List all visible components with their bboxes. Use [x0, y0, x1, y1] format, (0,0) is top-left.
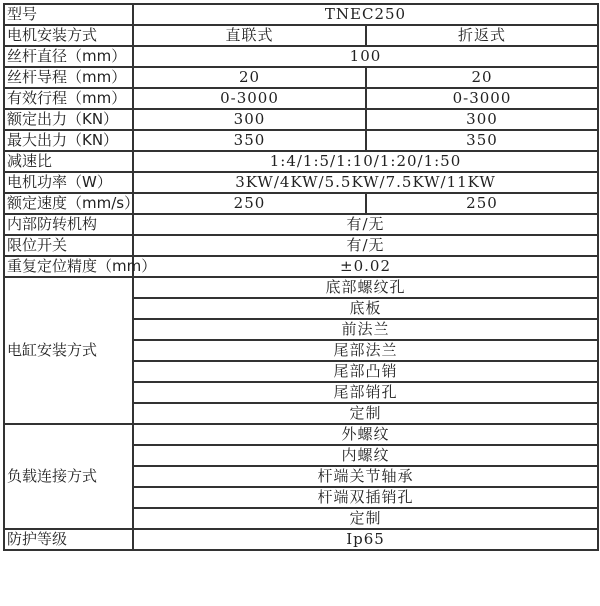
table-row: [4, 193, 598, 214]
table-row: [4, 4, 598, 25]
row-value: 20: [133, 67, 366, 88]
option-value: 前法兰: [133, 319, 598, 340]
table-row: [4, 277, 598, 298]
row-value: 100: [133, 46, 598, 67]
row-value: 20: [366, 67, 598, 88]
group-label: 负载连接方式: [4, 424, 133, 529]
row-label: 丝杆直径（mm）: [4, 46, 133, 67]
row-label: 重复定位精度（mm）: [4, 256, 133, 277]
option-value: 定制: [133, 403, 598, 424]
row-label: 限位开关: [4, 235, 133, 256]
group-label: 电缸安装方式: [4, 277, 133, 424]
row-label: 内部防转机构: [4, 214, 133, 235]
row-label: 电机安装方式: [4, 25, 133, 46]
row-value: 有/无: [133, 235, 598, 256]
row-value: Ip65: [133, 529, 598, 550]
table-row: [4, 424, 598, 445]
row-label: 额定速度（mm/s）: [4, 193, 133, 214]
row-label: 丝杆导程（mm）: [4, 67, 133, 88]
table-row: [4, 151, 598, 172]
table-row: [4, 256, 598, 277]
row-label: 电机功率（W）: [4, 172, 133, 193]
row-value: 350: [366, 130, 598, 151]
table-row: [4, 235, 598, 256]
table-row: [4, 109, 598, 130]
row-value: TNEC250: [133, 4, 598, 25]
row-label: 型号: [4, 4, 133, 25]
table-row: [4, 46, 598, 67]
row-value: 300: [133, 109, 366, 130]
option-value: 尾部凸销: [133, 361, 598, 382]
row-label: 减速比: [4, 151, 133, 172]
table-row: [4, 88, 598, 109]
row-value: 0-3000: [133, 88, 366, 109]
table-row: [4, 67, 598, 88]
option-value: 尾部销孔: [133, 382, 598, 403]
option-value: 底板: [133, 298, 598, 319]
row-value: ±0.02: [133, 256, 598, 277]
table-row: [4, 130, 598, 151]
table-row: [4, 214, 598, 235]
row-value: 有/无: [133, 214, 598, 235]
option-value: 杆端双插销孔: [133, 487, 598, 508]
row-value: 1:4/1:5/1:10/1:20/1:50: [133, 151, 598, 172]
row-value: 3KW/4KW/5.5KW/7.5KW/11KW: [133, 172, 598, 193]
row-value: 直联式: [133, 25, 366, 46]
row-label: 额定出力（KN）: [4, 109, 133, 130]
row-value: 250: [133, 193, 366, 214]
table-row: [4, 172, 598, 193]
option-value: 外螺纹: [133, 424, 598, 445]
row-value: 0-3000: [366, 88, 598, 109]
spec-table: [3, 3, 599, 551]
row-label: 最大出力（KN）: [4, 130, 133, 151]
table-row: [4, 529, 598, 550]
row-label: 有效行程（mm）: [4, 88, 133, 109]
row-value: 折返式: [366, 25, 598, 46]
option-value: 尾部法兰: [133, 340, 598, 361]
option-value: 定制: [133, 508, 598, 529]
row-value: 350: [133, 130, 366, 151]
option-value: 底部螺纹孔: [133, 277, 598, 298]
row-value: 250: [366, 193, 598, 214]
table-row: [4, 25, 598, 46]
row-label: 防护等级: [4, 529, 133, 550]
option-value: 杆端关节轴承: [133, 466, 598, 487]
option-value: 内螺纹: [133, 445, 598, 466]
row-value: 300: [366, 109, 598, 130]
